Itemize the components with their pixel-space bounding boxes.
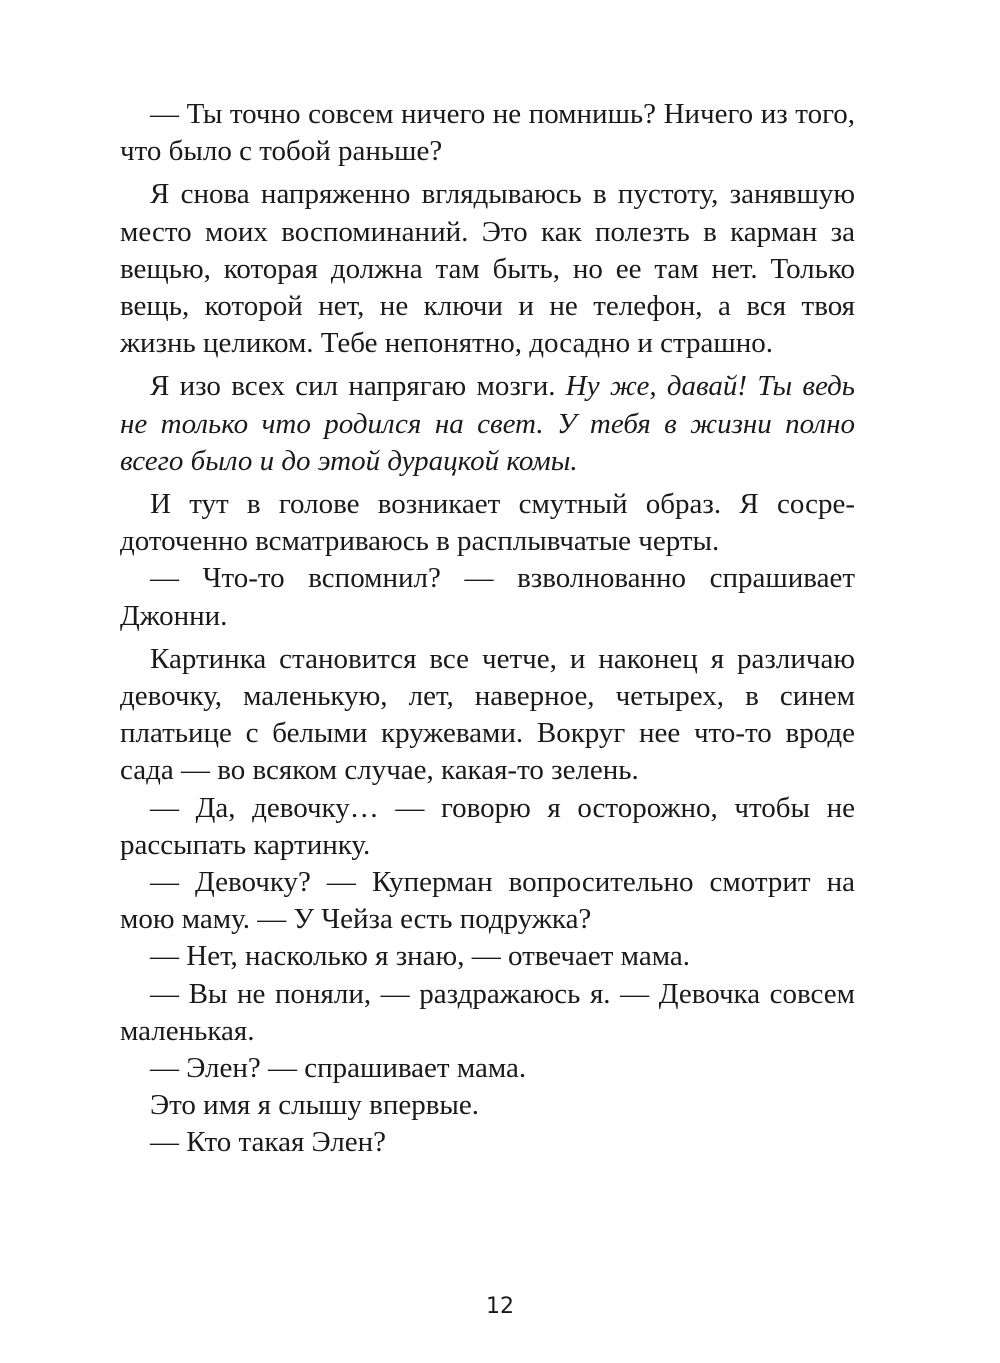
paragraph-9: — Нет, насколько я знаю, — отвечает мама. <box>150 940 690 973</box>
paragraph-12: Это имя я слышу впервые. <box>150 1089 480 1122</box>
book-page-text <box>120 96 855 1162</box>
paragraph-3: Я изо всех сил напрягаю мозги. Ну же, давай! Ты ведь не только что родился на свет. У тебя в жизни полно всего было и до этой дурацкой комы. <box>120 370 855 477</box>
paragraph-2: Я снова напряженно вглядываюсь в пустоту, занявшую место моих воспоминаний. Это как полезть в карман за вещью, которая должна там быть, но ее там нет. Только вещь, которой нет, не ключи и не телефон, а вся твоя жизнь целиком. Тебе непонятно, досадно и страшно. <box>120 178 855 360</box>
paragraph-10: — Вы не поняли, — раздражаюсь я. — Девочка совсем маленькая. <box>120 977 855 1047</box>
paragraph-6: Картинка становится все четче, и наконец я различаю девочку, маленькую, лет, наверное, четырех, в синем платьице с белыми кружевами. Вокруг нее что-то вроде сада — во всяком случае, какая-то зелень. <box>120 642 855 787</box>
paragraph-1: — Ты точно совсем ничего не помнишь? Ничего из того, что было с тобой раньше? <box>120 98 855 168</box>
paragraph-5: — Что-то вспомнил? — взволнованно спрашивает Джонни. <box>120 562 855 632</box>
italic-inner-thought: Ну же, давай! Ты ведь не только что родился на свет. У тебя в жизни полно всего было и до этой дурацкой комы. <box>120 370 855 477</box>
paragraph-11: — Элен? — спрашивает мама. <box>150 1052 527 1085</box>
paragraph-8: — Девочку? — Куперман вопросительно смотрит на мою маму. — У Чейза есть подружка? <box>120 866 855 936</box>
paragraph-4: И тут в голове возникает смутный образ. Я сосредоточенно всматриваюсь в расплывчатые черты. <box>120 488 855 558</box>
page-number: 12 <box>486 1294 514 1319</box>
paragraph-7: — Да, девочку… — говорю я осторожно, чтобы не рассыпать картинку. <box>120 791 855 861</box>
paragraph-13: — Кто такая Элен? <box>150 1126 387 1159</box>
